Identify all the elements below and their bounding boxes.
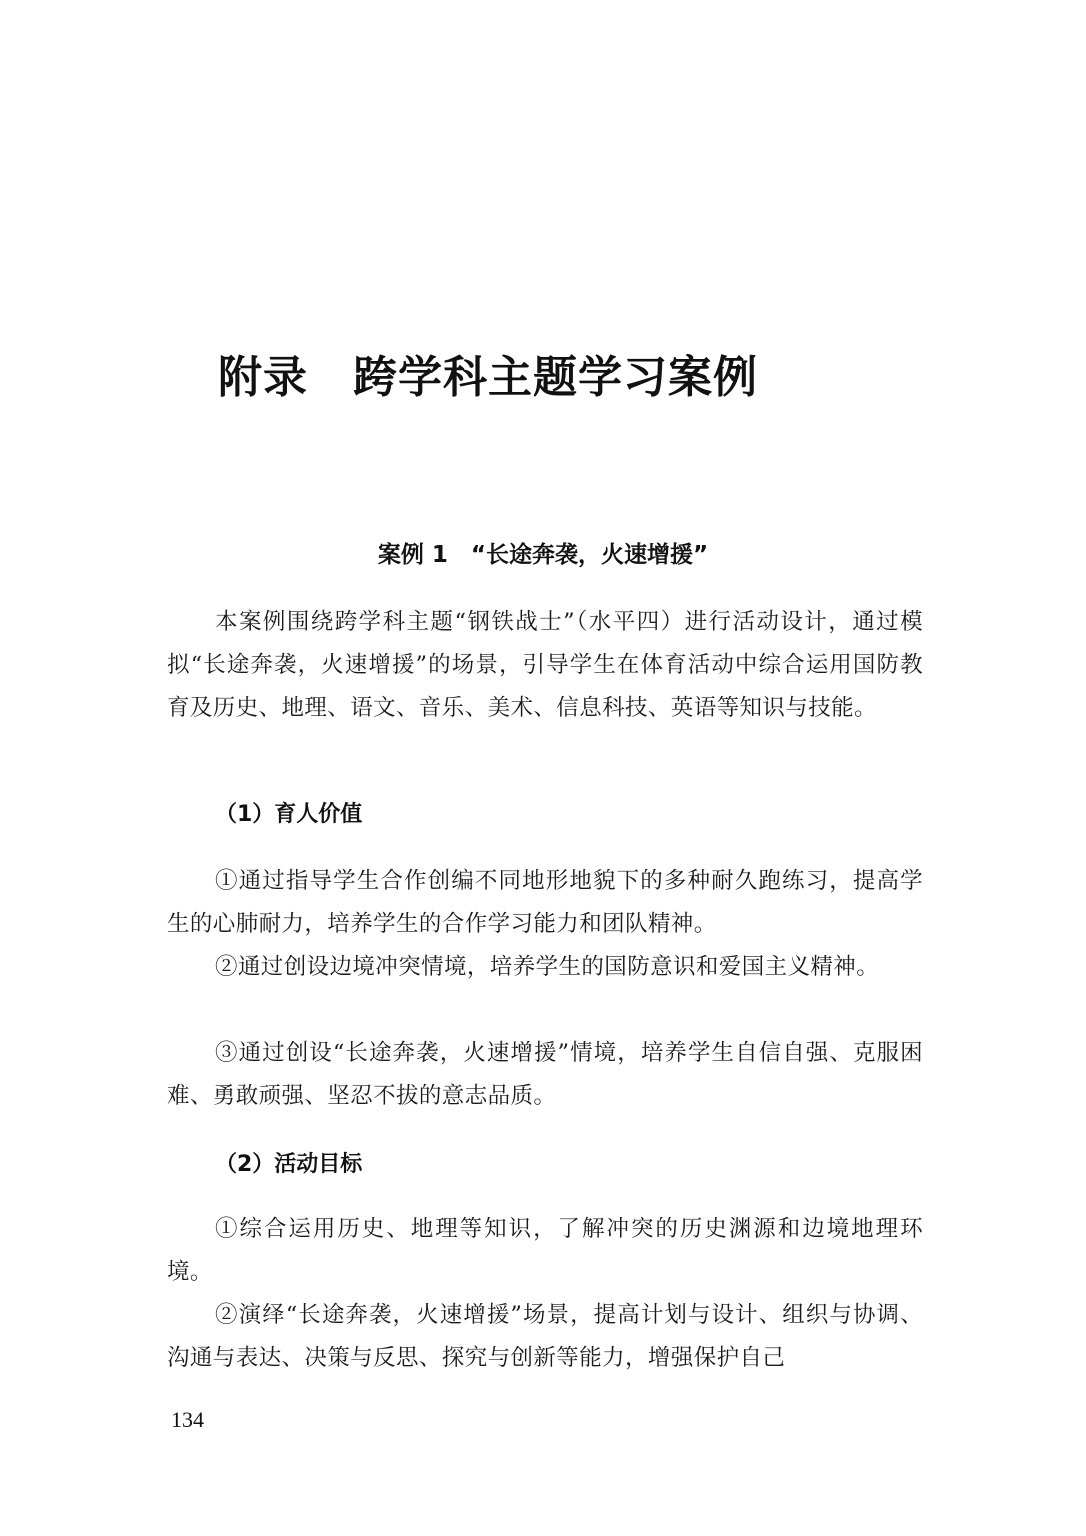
education-value-item-3: ③通过创设“长途奔袭，火速增援”情境，培养学生自信自强、克服困难、勇敢顽强、坚忍不拔的意志品质。 bbox=[167, 1040, 923, 1109]
education-value-item-2: ②通过创设边境冲突情境，培养学生的国防意识和爱国主义精神。 bbox=[215, 954, 880, 980]
section-heading-activity-goals: （2）活动目标 bbox=[215, 1152, 363, 1177]
activity-goal-item-1: ①综合运用历史、地理等知识，了解冲突的历史渊源和边境地理环境。 bbox=[167, 1216, 923, 1285]
page-number: 134 bbox=[171, 1407, 204, 1432]
education-value-item-1: ①通过指导学生合作创编不同地形地貌下的多种耐久跑练习，提高学生的心肺耐力，培养学生的合作学习能力和团队精神。 bbox=[167, 868, 923, 937]
intro-paragraph: 本案例围绕跨学科主题“钢铁战士”（水平四）进行活动设计，通过模拟“长途奔袭，火速增援”的场景，引导学生在体育活动中综合运用国防教育及历史、地理、语文、音乐、美术、信息科技、英语等知识与技能。 bbox=[167, 609, 923, 721]
appendix-title: 附录 跨学科主题学习案例 bbox=[218, 352, 758, 403]
activity-goal-item-2: ②演绎“长途奔袭，火速增援”场景，提高计划与设计、组织与协调、沟通与表达、决策与反思、探究与创新等能力，增强保护自己 bbox=[167, 1302, 923, 1371]
section-heading-education-value: （1）育人价值 bbox=[215, 802, 363, 827]
case-heading: 案例 1 “长途奔袭，火速增援” bbox=[377, 542, 709, 568]
